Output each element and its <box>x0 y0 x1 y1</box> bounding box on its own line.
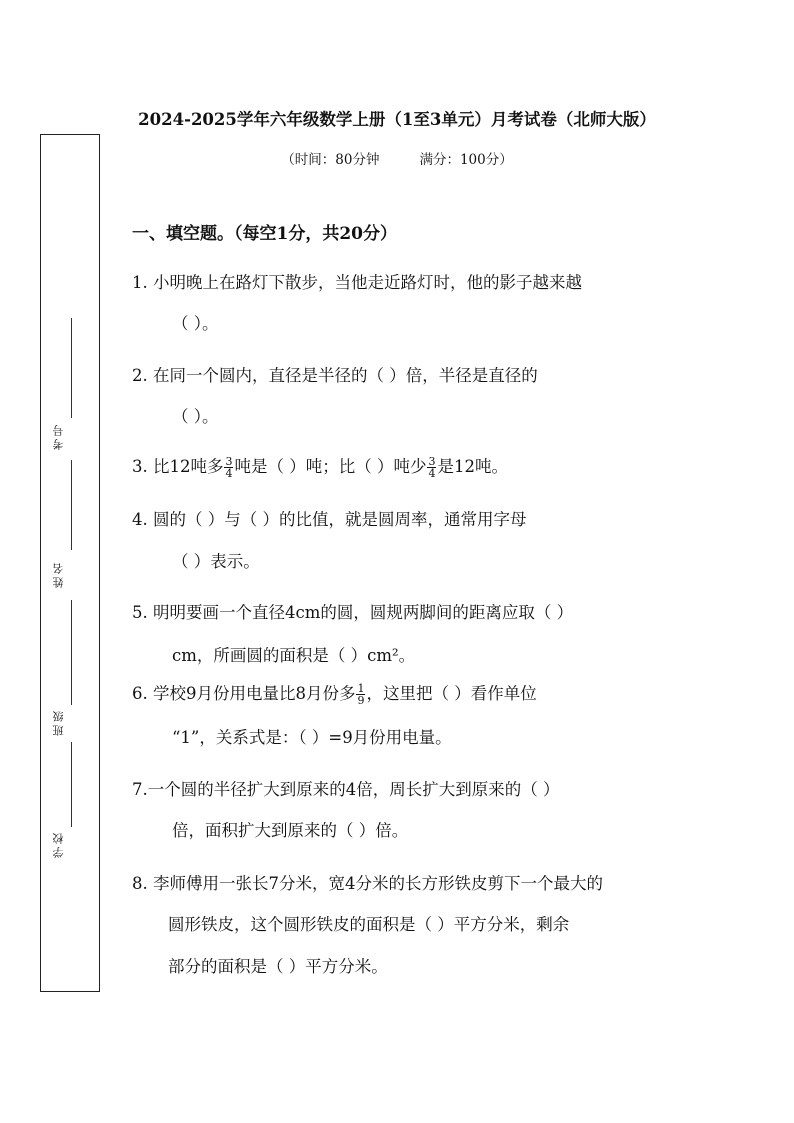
fraction-three-quarters: $\frac{3}{4}$ <box>428 455 436 480</box>
question-8-line-1: 8. 李师傅用一张长7分米，宽4分米的长方形铁皮剪下一个最大的 <box>132 874 603 893</box>
question-6-text-b: ，这里把（ ）看作单位 <box>366 684 537 703</box>
question-8-line-2: 圆形铁皮，这个圆形铁皮的面积是（ ）平方分米，剩余 <box>168 915 570 934</box>
question-4-line-1: 4. 圆的（ ）与（ ）的比值，就是圆周率，通常用字母 <box>132 510 527 529</box>
question-6-line-1 <box>132 683 537 706</box>
question-3-line-1 <box>132 456 508 479</box>
fraction-three-quarters: $\frac{3}{4}$ <box>225 455 233 480</box>
question-3-text-a: 3. 比12吨多 <box>132 457 224 476</box>
question-5-line-2: cm，所画圆的面积是（ ）cm²。 <box>172 646 416 665</box>
exam-no-label: 考号 <box>52 422 65 450</box>
name-line <box>71 460 72 550</box>
section-heading: 一、填空题。（每空1分，共20分） <box>132 224 397 244</box>
question-5-line-1: 5. 明明要画一个直径4cm的圆，圆规两脚间的距离应取（ ） <box>132 603 574 622</box>
question-6-line-2: “1”，关系式是：（ ）=9月份用电量。 <box>172 728 452 747</box>
exam-no-line <box>71 318 72 418</box>
exam-title: 2024-2025学年六年级数学上册（1至3单元）月考试卷（北师大版） <box>138 110 656 129</box>
question-3-text-c: 是12吨。 <box>437 457 508 476</box>
fraction-one-ninth: $\frac{1}{9}$ <box>357 682 365 707</box>
question-1-line-2: （ ）。 <box>172 314 219 333</box>
question-1-line-1: 1. 小明晚上在路灯下散步，当他走近路灯时，他的影子越来越 <box>132 273 582 292</box>
name-label: 姓名 <box>52 560 65 588</box>
time-info: （时间：80分钟 <box>281 152 380 168</box>
question-2-line-2: （ ）。 <box>172 407 219 426</box>
question-8-line-3: 部分的面积是（ ）平方分米。 <box>168 957 388 976</box>
question-3-text-b: 吨是（ ）吨；比（ ）吨少 <box>234 457 427 476</box>
school-line <box>71 742 72 827</box>
school-label: 学校 <box>52 830 65 858</box>
question-7-line-2: 倍，面积扩大到原来的（ ）倍。 <box>172 821 409 840</box>
question-6-text-a: 6. 学校9月份用电量比8月份多 <box>132 684 356 703</box>
class-line <box>71 600 72 705</box>
class-label: 班级 <box>52 708 65 736</box>
question-4-line-2: （ ）表示。 <box>172 552 260 571</box>
exam-subtitle <box>0 148 794 168</box>
score-info: 满分：100分） <box>419 152 513 168</box>
question-2-line-1: 2. 在同一个圆内，直径是半径的（ ）倍，半径是直径的 <box>132 366 538 385</box>
question-7-line-1: 7.一个圆的半径扩大到原来的4倍，周长扩大到原来的（ ） <box>132 780 560 799</box>
binding-margin-box <box>40 134 100 992</box>
